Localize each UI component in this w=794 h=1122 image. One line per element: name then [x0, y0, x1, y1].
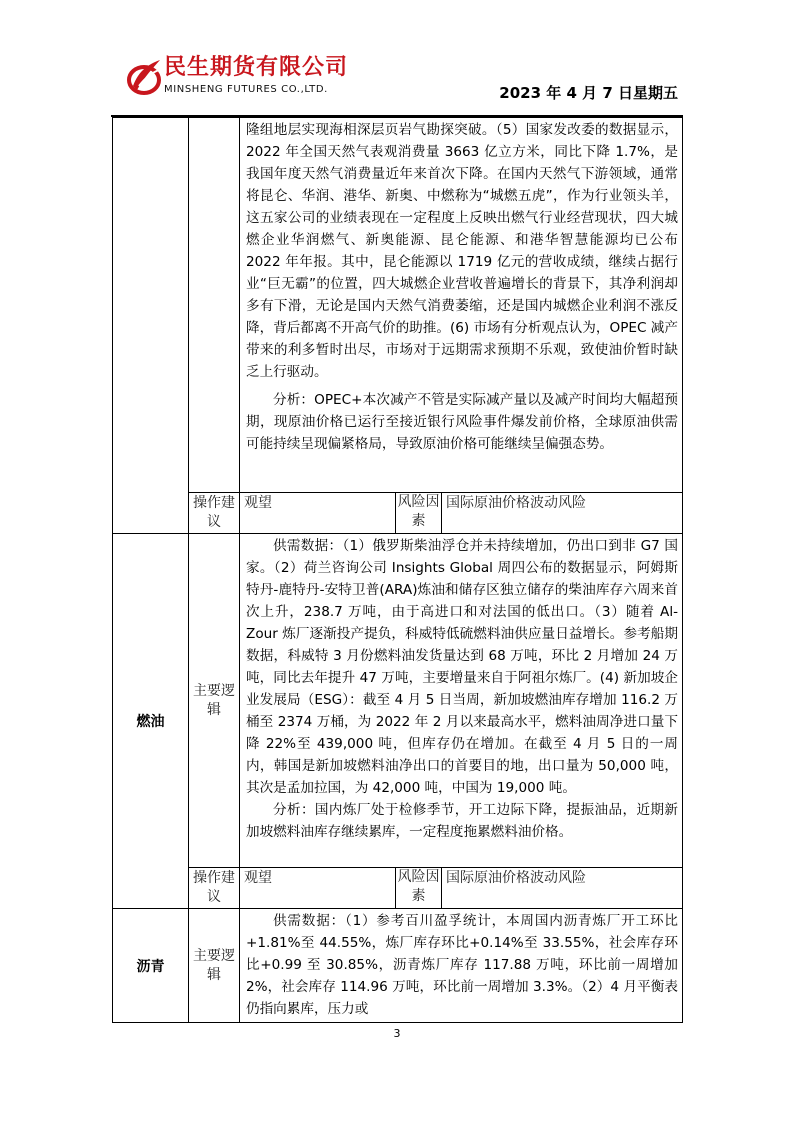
fuel-operation-row — [113, 868, 683, 909]
crude-logic-label-cell — [189, 118, 240, 493]
crude-category-cell — [113, 118, 189, 534]
fuel-logic-content — [240, 534, 683, 868]
asphalt-logic-content — [240, 909, 683, 1023]
risk-value: 国际原油价格波动风险 — [442, 493, 683, 534]
fuel-paragraph: 供需数据：（1）俄罗斯柴油浮仓并未持续增加，仍出口到非 G7 国家。（2）荷兰咨询公司 Insights Global 周四公布的数据显示，阿姆斯特丹-鹿特丹-安特卫普(ARA)炼油和储存区独立储存的柴油库存六周来首次上升，238.7 万吨，由于高进口和对法国的低出口。（3）随着 Al-Zour 炼厂逐渐投产提负，科威特低硫燃料油供应量日益增长。参考船期数据，科威特 3 月份燃料油发货量达到 68 万吨，环比 2 月增加 24 万吨，同比去年提升 47 万吨，主要增量来自于阿祖尔炼厂。(4) 新加坡企业发展局（ESG）：截至 4 月 5 日当周，新加坡燃油库存增加 116.2 万桶至 2374 万桶，为 2022 年 2 月以来最高水平，燃料油周净进口量下降 22%至 439,000 吨，但库存仍在增加。在截至 4 月 5 日的一周内，韩国是新加坡燃料油净出口的首要目的地，出口量为 50,000 吨，其次是孟加拉国，为 42,000 吨，中国为 19,000 吨。 — [246, 538, 678, 796]
asphalt-category: 沥青 — [136, 958, 165, 975]
crude-logic-row — [113, 118, 683, 493]
asphalt-category-cell — [113, 909, 189, 1023]
company-name-en: MINSHENG FUTURES CO.,LTD. — [164, 84, 328, 95]
crude-logic-content — [240, 118, 683, 493]
fuel-category: 燃油 — [136, 714, 165, 730]
operation-label: 操作建议 — [189, 868, 240, 909]
fuel-analysis: 分析：国内炼厂处于检修季节，开工边际下降，提振油品，近期新加坡燃料油库存继续累库，一定程度拖累燃料油价格。 — [246, 802, 678, 840]
risk-label: 风险因素 — [396, 868, 442, 909]
fuel-logic-row — [113, 534, 683, 868]
operation-label: 操作建议 — [189, 493, 240, 534]
crude-paragraph: 隆组地层实现海相深层页岩气勘探突破。（5）国家发改委的数据显示，2022 年全国天然气表观消费量 3663 亿立方米，同比下降 1.7%，是我国年度天然气消费量近年来首次下降。在国内天然气下游领域，通常将昆仑、华润、港华、新奥、中燃称为“城燃五虎”，作为行业领头羊，这五家公司的业绩表现在一定程度上反映出燃气行业经营现状，四大城燃企业华润燃气、新奥能源、昆仑能源、和港华智慧能源均已公布 2022 年年报。其中，昆仑能源以 1719 亿元的营收成绩，继续占据行业“巨无霸”的位置，四大城燃企业营收普遍增长的背景下，其净利润却多有下滑，无论是国内天然气消费萎缩，还是国内城燃企业利润不涨反降，背后都离不开高气价的助推。(6) 市场有分析观点认为，OPEC 减产带来的利多暂时出尽，市场对于远期需求预期不乐观，致使油价暂时缺乏上行驱动。 — [246, 122, 678, 380]
asphalt-logic-label: 主要逻辑 — [189, 909, 240, 1023]
operation-value: 观望 — [240, 868, 396, 909]
page-header — [0, 0, 794, 112]
minsheng-logo-icon — [127, 56, 161, 96]
risk-label: 风险因素 — [396, 493, 442, 534]
commodity-table — [112, 117, 683, 1023]
asphalt-paragraph: 供需数据：（1）参考百川盈孚统计，本周国内沥青炼厂开工环比+1.81%至 44.55%，炼厂库存环比+0.14%至 33.55%，社会库存环比+0.99 至 30.85%，沥青炼厂库存 117.88 万吨，环比前一周增加 2%，社会库存 114.96 万吨，环比前一周增加 3.3%。（2）4 月平衡表仍指向累库，压力或 — [246, 913, 678, 1017]
crude-operation-row — [113, 493, 683, 534]
page-number: 3 — [393, 1027, 401, 1040]
crude-analysis: 分析：OPEC+本次减产不管是实际减产量以及减产时间均大幅超预期，现原油价格已运行至接近银行风险事件爆发前价格，全球原油供需可能持续呈现偏紧格局，导致原油价格可能继续呈偏强态势。 — [246, 392, 678, 452]
fuel-category-cell — [113, 534, 189, 909]
fuel-logic-label: 主要逻辑 — [189, 534, 240, 868]
company-name-cn: 民生期货有限公司 — [164, 55, 349, 80]
risk-value: 国际原油价格波动风险 — [442, 868, 683, 909]
operation-value: 观望 — [240, 493, 396, 534]
report-date: 2023 年 4 月 7 日星期五 — [499, 84, 678, 102]
asphalt-logic-row — [113, 909, 683, 1023]
